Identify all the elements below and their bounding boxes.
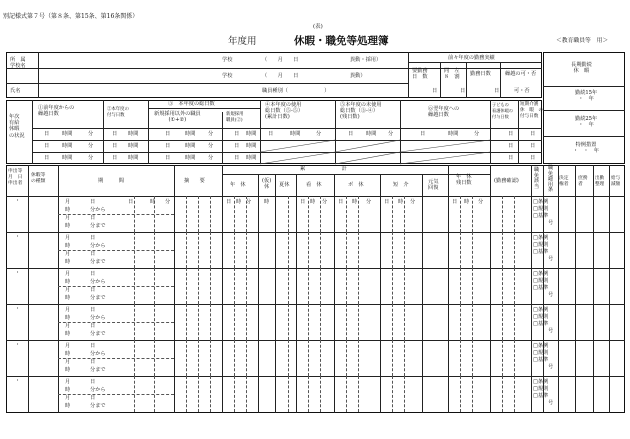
kikan-unit: 時: [65, 207, 71, 213]
summary-unit: 分: [88, 155, 94, 161]
nenkyu-zan-header: 年 休 残日数: [456, 174, 472, 186]
ruikei-unit: 分: [366, 199, 372, 205]
jorei-check: □条例: [533, 343, 549, 349]
zennen-label: 前々年度の勤務実績: [448, 55, 495, 61]
go-label: 号: [548, 328, 554, 334]
kikan-unit: 時: [65, 367, 71, 373]
kikan-day: 日: [90, 323, 96, 329]
col3a-label: 新規採用以外の職員 (①+②): [154, 111, 201, 123]
kikan-unit: 時: [65, 315, 71, 321]
ruikei-unit: 時: [236, 199, 242, 205]
yoshukkin-label: 要勤務 日 数: [412, 68, 428, 80]
col1-label: ①前年度からの 繰越日数: [38, 105, 75, 117]
summary-unit: 日: [234, 155, 240, 161]
doujo-label: 同 左 ８ 割: [444, 68, 460, 80]
summary-unit: 日: [420, 131, 426, 137]
bo-header: ボ 休: [348, 182, 364, 188]
jorei-check: □条例: [533, 307, 549, 313]
gakko-1: 学校: [222, 57, 233, 63]
col7-label: 子どもの 看護休暇の 付与日数: [492, 102, 513, 119]
nen-header: 年 休: [230, 182, 246, 188]
shomu-header: 庶務 者: [578, 176, 588, 187]
form-title: 休暇・職免等処理簿: [294, 35, 389, 47]
kikan-total-min: 分: [165, 199, 171, 205]
kikan-unit: 時: [65, 351, 71, 357]
kikan-day: 日: [90, 271, 96, 277]
ruikei-unit: 分: [410, 199, 416, 205]
kikan-header: 期 間: [98, 178, 124, 184]
kikan-from: 分から: [90, 279, 106, 285]
kikan-day: 日: [90, 379, 96, 385]
kikan-day: 日: [90, 251, 96, 257]
summary-unit: 日: [268, 131, 274, 137]
jorei-check: □条例: [533, 379, 549, 385]
kisoku-check: □規則: [533, 386, 549, 392]
shinsei-header: 申出等 月 日 申出者: [8, 169, 23, 186]
col5-label: ⑤本年度の未使用 総日数（③-④） (残日数): [340, 102, 382, 120]
summary-unit: 日: [44, 131, 50, 137]
jorei-check: □条例: [533, 271, 549, 277]
summary-unit: 時間: [448, 131, 459, 137]
summary-unit: 時間: [185, 131, 196, 137]
shokumen2-header: 職 免 適 用 条: [547, 165, 554, 194]
kikan-to: 分まで: [90, 223, 106, 229]
col2-label: ②本年度の 付与日数: [107, 107, 129, 118]
kikan-unit: 月: [65, 359, 71, 365]
row-dot: ・: [15, 306, 21, 312]
ruikei-unit: 時: [352, 199, 358, 205]
tokurei: 特例措置 ・ ・ 年: [573, 142, 599, 154]
row-dot: ・: [15, 342, 21, 348]
summary-unit: 分: [208, 143, 214, 149]
kijun-check: □基準: [533, 249, 549, 255]
summary-unit: 日: [165, 143, 171, 149]
col8-label: 短期介護 休 暇 の 付与日数: [520, 102, 543, 119]
kinzoku25: 勤続25年 ・ 年: [575, 116, 598, 128]
kikan-to: 分まで: [90, 367, 106, 373]
summary-unit: 時間: [128, 155, 139, 161]
kikan-unit: 時: [65, 223, 71, 229]
kikan-unit: 時: [65, 331, 71, 337]
kikan-to: 分まで: [90, 259, 106, 265]
kikan-to: 分まで: [90, 403, 106, 409]
kijun-check: □基準: [533, 357, 549, 363]
kango-header: 看 休: [306, 182, 322, 188]
kikan-from: 分から: [90, 351, 106, 357]
shokushu-label: 職員種別（ ）: [262, 88, 330, 94]
gakko-2: 学校: [222, 73, 233, 79]
summary-unit: 日: [348, 131, 354, 137]
kikan-unit: 時: [65, 403, 71, 409]
shukkin-header: 出勤 整理: [595, 176, 605, 187]
shokumen-header: 職 免 該 当: [533, 167, 540, 190]
ruikei-unit: 分: [478, 199, 484, 205]
form-reference: 別記様式第７号（第８条、第15条、第16条関係）: [3, 13, 139, 20]
kikan-day: 日: [90, 287, 96, 293]
row-dot: ・: [15, 234, 21, 240]
usage-note: ＜教育職員等 用＞: [556, 38, 609, 44]
summary-unit: 日: [234, 143, 240, 149]
date-1: （ 月 日: [262, 57, 299, 63]
info-kahi: 可・否: [514, 88, 530, 94]
kettei-header: 決定 権者: [559, 176, 569, 187]
row-dot: ・: [15, 198, 21, 204]
kikan-unit: 時: [65, 295, 71, 301]
summary-unit: 時間: [246, 155, 257, 161]
summary-unit: 日: [44, 143, 50, 149]
kikan-from: 分から: [90, 315, 106, 321]
summary-unit: 分: [316, 131, 322, 137]
summary-unit: 分: [474, 131, 480, 137]
summary-unit: 日: [44, 155, 50, 161]
summary-unit: 日: [112, 131, 118, 137]
ruikei-unit: 日: [226, 199, 232, 205]
go-label: 号: [548, 256, 554, 262]
summary-unit: 時間: [185, 143, 196, 149]
kikan-unit: 月: [65, 343, 71, 349]
kikan-day: 日: [90, 307, 96, 313]
summary-unit: 時間: [62, 131, 73, 137]
ruikei-unit: 時: [464, 199, 470, 205]
kikan-day: 日: [90, 199, 96, 205]
summary-unit: 日: [112, 143, 118, 149]
summary-unit: 時間: [246, 131, 257, 137]
kyuyo-header: 給与 減額: [611, 176, 621, 187]
kikan-unit: 時: [65, 387, 71, 393]
summary-unit: 時間: [128, 143, 139, 149]
kosoku-ka: 繰越の可・否: [505, 71, 537, 77]
go-label: 号: [548, 292, 554, 298]
summary-unit: 時間: [366, 131, 377, 137]
kikan-from: 分から: [90, 207, 106, 213]
kikan-to: 分まで: [90, 331, 106, 337]
ruikei-unit: 時: [310, 199, 316, 205]
kinzoku15: 勤続15年 ・ 年: [575, 90, 598, 102]
ruikei-unit: 分: [322, 199, 328, 205]
summary-unit: 時間: [62, 143, 73, 149]
ruikei-header: 累 計: [300, 166, 347, 172]
col4-label: ④本年度の使用 総日数（⑤-⑤） (累計日数): [265, 102, 304, 120]
row-dot: ・: [15, 270, 21, 276]
ruikei-unit: 日: [452, 199, 458, 205]
summary-unit: 日: [530, 143, 536, 149]
kikan-day: 日: [90, 215, 96, 221]
info-nichi-3: 日: [494, 88, 500, 94]
go-label: 号: [548, 364, 554, 370]
omote-label: (表): [313, 24, 323, 30]
ruikei-unit: 分: [246, 199, 252, 205]
summary-unit: 分: [388, 131, 394, 137]
kikan-unit: 月: [65, 379, 71, 385]
summary-unit: 分: [208, 155, 214, 161]
summary-unit: 日: [508, 131, 514, 137]
summary-unit: 日: [165, 155, 171, 161]
shozoku-label: 所 属 学校名: [10, 57, 26, 69]
kikan-unit: 月: [65, 215, 71, 221]
kakunin-header: (勤務確認): [494, 178, 519, 184]
tanki-header: 短 介: [393, 182, 409, 188]
kikan-unit: 月: [65, 307, 71, 313]
kikan-unit: 月: [65, 251, 71, 257]
kisoku-check: □規則: [533, 242, 549, 248]
summary-unit: 時間: [128, 131, 139, 137]
tekiyo-header: 摘 要: [184, 178, 205, 184]
summary-unit: 分: [88, 131, 94, 137]
ido: 異動）: [350, 73, 366, 79]
row-dot: ・: [15, 378, 21, 384]
ruikei-unit: 日: [300, 199, 306, 205]
kisoku-check: □規則: [533, 350, 549, 356]
kikan-unit: 月: [65, 323, 71, 329]
col3-label: ③ 本年度の総日数: [168, 101, 215, 107]
ido-saiyo: 異動・採用）: [350, 57, 382, 63]
summary-unit: 時間: [185, 155, 196, 161]
ruikei-unit: 時: [398, 199, 404, 205]
kikan-unit: 時: [65, 279, 71, 285]
summary-unit: 分: [88, 143, 94, 149]
kisoku-check: □規則: [533, 206, 549, 212]
summary-unit: 日: [112, 155, 118, 161]
jorei-check: □条例: [533, 235, 549, 241]
kaki-header: 夏休: [279, 182, 290, 188]
info-nichi-1: 日: [432, 88, 438, 94]
summary-unit: 日: [508, 155, 514, 161]
summary-unit: 時間: [290, 131, 301, 137]
nenkyu-side-label: 年次 有給 休暇 の状況: [9, 114, 25, 139]
kikan-total-day: 日: [128, 199, 134, 205]
kijun-check: □基準: [533, 285, 549, 291]
kikan-from: 分から: [90, 243, 106, 249]
ruikei-unit: 日: [338, 199, 344, 205]
summary-unit: 日: [165, 131, 171, 137]
summary-unit: 分: [208, 131, 214, 137]
summary-unit: 日: [234, 131, 240, 137]
summary-unit: 時間: [246, 143, 257, 149]
kikan-total-hour: 時: [150, 199, 156, 205]
ruikei-unit: 時: [264, 199, 270, 205]
jorei-check: □条例: [533, 199, 549, 205]
summary-unit: 日: [530, 155, 536, 161]
kikan-unit: 時: [65, 259, 71, 265]
kijun-check: □基準: [533, 213, 549, 219]
kisoku-check: □規則: [533, 314, 549, 320]
han-header: (仮) 休: [262, 178, 272, 190]
kikan-day: 日: [90, 343, 96, 349]
kijun-check: □基準: [533, 393, 549, 399]
go-label: 号: [548, 220, 554, 226]
kikan-day: 日: [90, 359, 96, 365]
kikan-unit: 月: [65, 395, 71, 401]
summary-unit: 日: [508, 143, 514, 149]
summary-unit: 日: [530, 131, 536, 137]
genki-header: 元気 回復: [428, 179, 439, 191]
kikan-day: 日: [90, 235, 96, 241]
year-label: 年度用: [228, 36, 257, 47]
go-label: 号: [548, 400, 554, 406]
kikan-unit: 月: [65, 287, 71, 293]
shimei-label: 氏名: [10, 88, 21, 94]
kisoku-check: □規則: [533, 278, 549, 284]
kikan-unit: 月: [65, 235, 71, 241]
col6-label: ⑥翌年度への 繰越日数: [428, 106, 460, 118]
col3b-label: 新規採用 職員(②): [226, 112, 244, 123]
shubetsu-header: 休暇等 の種類: [31, 173, 46, 184]
kikan-unit: 月: [65, 271, 71, 277]
kikan-unit: 時: [65, 243, 71, 249]
kikan-to: 分まで: [90, 295, 106, 301]
ruikei-unit: 日: [384, 199, 390, 205]
choki-label: 長期勤続 休 暇: [571, 62, 592, 74]
kinmu-nissu: 勤務日数: [470, 71, 491, 77]
kikan-unit: 月: [65, 199, 71, 205]
kikan-from: 分から: [90, 387, 106, 393]
info-nichi-2: 日: [460, 88, 466, 94]
kikan-day: 日: [90, 395, 96, 401]
date-2: （ 月 日: [262, 73, 299, 79]
summary-unit: 時間: [62, 155, 73, 161]
kijun-check: □基準: [533, 321, 549, 327]
